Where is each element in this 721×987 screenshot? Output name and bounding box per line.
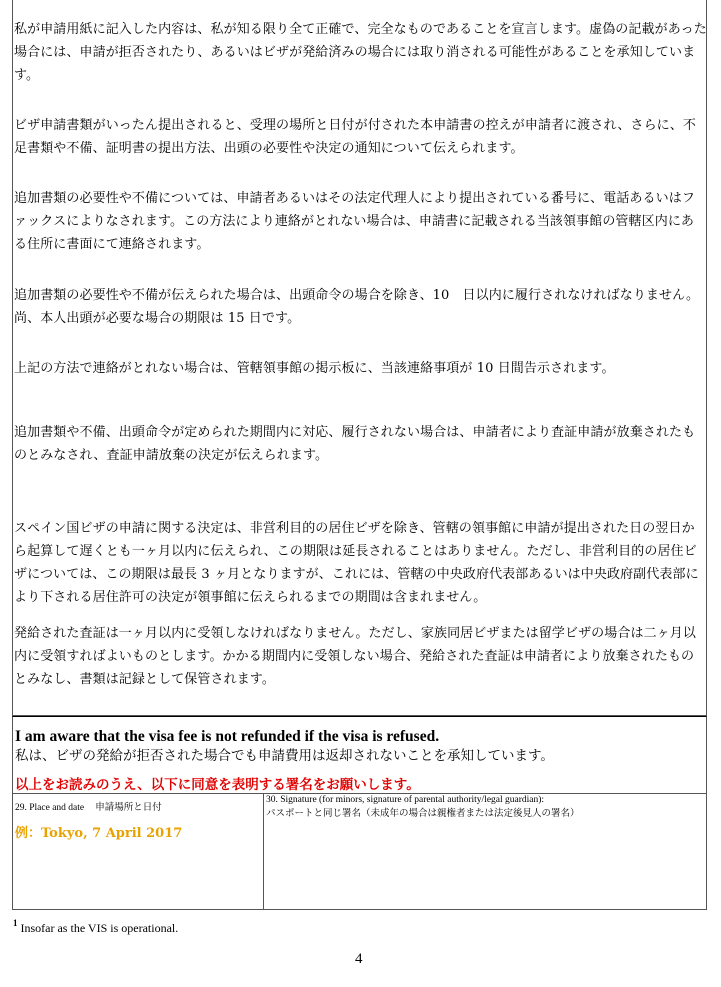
declaration-paragraph-4: 追加書類の必要性や不備が伝えられた場合は、出頭命令の場合を除き、10 日以内に履行されなければなりません。尚、本人出頭が必要な場合の期限は 15 日です。 bbox=[14, 288, 700, 326]
fee-notice-japanese: 私は、ビザの発給が拒否された場合でも申請費用は返却されないことを承知しています。 bbox=[15, 748, 554, 764]
signature-field[interactable] bbox=[264, 794, 706, 910]
declaration-paragraph-6: 追加書類や不備、出頭命令が定められた期間内に対応、履行されない場合は、申請者により査証申請が放棄されたものとみなされ、査証申請放棄の決定が伝えられます。 bbox=[14, 425, 696, 463]
footnote-marker: 1 bbox=[13, 918, 18, 928]
place-date-label-jp: 申請場所と日付 bbox=[95, 802, 162, 813]
place-date-label: 29. Place and date bbox=[15, 803, 85, 813]
footnote bbox=[13, 918, 178, 936]
footnote-text: Insofar as the VIS is operational. bbox=[17, 921, 179, 935]
declaration-paragraph-3: 追加書類の必要性や不備については、申請者あるいはその法定代理人により提出されている番号に、電話あるいはファックスによりなされます。この方法により連絡がとれない場合は、申請書に記載される当該領事館の管轄区内にある住所に書面にて連絡されます。 bbox=[14, 191, 695, 252]
signature-label-jp: パスポートと同じ署名（未成年の場合は親権者または法定後見人の署名） bbox=[266, 808, 580, 819]
fee-notice-english: I am aware that the visa fee is not refunded if the visa is refused. bbox=[15, 728, 440, 745]
consent-section bbox=[12, 716, 707, 910]
place-date-field[interactable] bbox=[13, 794, 264, 910]
declaration-paragraph-5: 上記の方法で連絡がとれない場合は、管轄領事館の掲示板に、当該連絡事項が 10 日間告示されます。 bbox=[14, 361, 615, 376]
signature-label: 30. Signature (for minors, signature of parental authority/legal guardian): bbox=[266, 795, 545, 805]
page-number: 4 bbox=[355, 951, 363, 967]
signature-row bbox=[13, 793, 706, 910]
signature-request: 以上をお読みのうえ、以下に同意を表明する署名をお願いします。 bbox=[15, 777, 420, 793]
declaration-paragraph-2: ビザ申請書類がいったん提出されると、受理の場所と日付が付された本申請書の控えが申請者に渡され、さらに、不足書類や不備、証明書の提出方法、出頭の必要性や決定の通知について伝えられます。 bbox=[14, 118, 696, 156]
declaration-paragraph-1: 私が申請用紙に記入した内容は、私が知る限り全て正確で、完全なものであることを宣言します。虚偽の記載があった場合には、申請が拒否されたり、あるいはビザが発給済みの場合には取り消される可能性があることを承知しています。 bbox=[14, 22, 707, 83]
declaration-paragraph-7: スペイン国ビザの申請に関する決定は、非営利目的の居住ビザを除き、管轄の領事館に申請が提出された日の翌日から起算して遅くとも一ヶ月以内に伝えられ、この期限は延長されることはありません。ただし、非営利目的の居住ビザについては、この期限は最長 3 ヶ月となりますが、これには、管轄の中央政府代表部あるいは中央政府副代表部により下される居住許可の決定が領事館に伝えられるまでの期間は含まれません。 bbox=[14, 521, 699, 605]
declaration-paragraph-8: 発給された査証は一ヶ月以内に受領しなければなりません。ただし、家族同居ビザまたは留学ビザの場合は二ヶ月以内に受領すればよいものとします。かかる期間内に受領しない場合、発給された査証は申請者により放棄されたものとみなし、書類は記録として保管されます。 bbox=[14, 626, 696, 687]
place-date-example: 例：Tokyo, 7 April 2017 bbox=[15, 826, 183, 841]
